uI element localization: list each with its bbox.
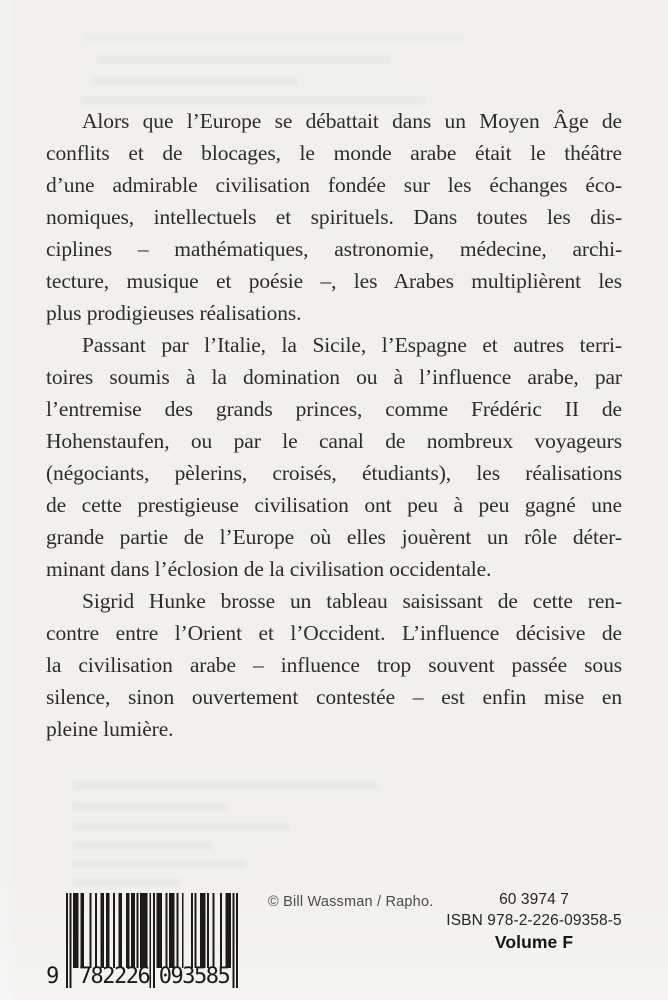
body-line: pleine lumière. <box>46 717 174 741</box>
ghost-text-line <box>72 878 180 887</box>
barcode-digit-prefix: 9 <box>46 964 58 989</box>
print-code: 60 3974 7 <box>499 891 569 908</box>
body-line: contre entre l’Orient et l’Occident. L’influence décisive de <box>46 621 622 645</box>
ghost-text-line <box>72 802 227 811</box>
body-line: Passant par l’Italie, la Sicile, l’Espagne et autres terri- <box>82 333 622 357</box>
ghost-text-line <box>96 55 391 64</box>
isbn-number: ISBN 978-2-226-09358-5 <box>446 911 622 929</box>
body-line: ciplines – mathématiques, astronomie, médecine, archi- <box>46 237 622 261</box>
ghost-text-line <box>90 77 298 86</box>
body-line: Hohenstaufen, ou par le canal de nombreux voyageurs <box>46 429 622 453</box>
body-line: minant dans l’éclosion de la civilisation occidentale. <box>46 557 492 581</box>
ghost-text-line <box>84 33 464 42</box>
ghost-text-line <box>72 859 247 868</box>
body-line: conflits et de blocages, le monde arabe était le théâtre <box>46 141 622 165</box>
ghost-text-line <box>72 781 377 790</box>
body-line: grande partie de l’Europe où elles jouèrent un rôle déter- <box>46 525 622 549</box>
body-line: tecture, musique et poésie –, les Arabes multiplièrent les <box>46 269 622 293</box>
ean13-barcode <box>44 893 244 995</box>
synopsis-text <box>46 105 622 745</box>
body-line: plus prodigieuses réalisations. <box>46 301 302 325</box>
ghost-text-line <box>80 96 425 105</box>
ghost-text-line <box>72 841 213 850</box>
body-line: d’une admirable civilisation fondée sur les échanges éco- <box>46 173 622 197</box>
body-line: de cette prestigieuse civilisation ont peu à peu gagné une <box>46 493 622 517</box>
barcode-digits-left: 782226 <box>78 964 150 989</box>
body-line: (négociants, pèlerins, croisés, étudiants), les réalisations <box>46 461 622 485</box>
barcode-digits-right: 093585 <box>158 964 230 989</box>
body-line: toires soumis à la domination ou à l’influence arabe, par <box>46 365 622 389</box>
photo-credit: © Bill Wassman / Rapho. <box>268 894 434 910</box>
body-line: Sigrid Hunke brosse un tableau saisissant de cette ren- <box>82 589 622 613</box>
body-line: l’entremise des grands princes, comme Frédéric II de <box>46 397 622 421</box>
body-line: Alors que l’Europe se débattait dans un Moyen Âge de <box>82 109 622 133</box>
body-line: la civilisation arabe – influence trop souvent passée sous <box>46 653 622 677</box>
body-line: nomiques, intellectuels et spirituels. Dans toutes les dis- <box>46 205 622 229</box>
ghost-text-line <box>72 822 290 831</box>
volume-label: Volume F <box>494 932 574 952</box>
body-line: silence, sinon ouvertement contestée – est enfin mise en <box>46 685 622 709</box>
publisher-info <box>434 890 634 953</box>
